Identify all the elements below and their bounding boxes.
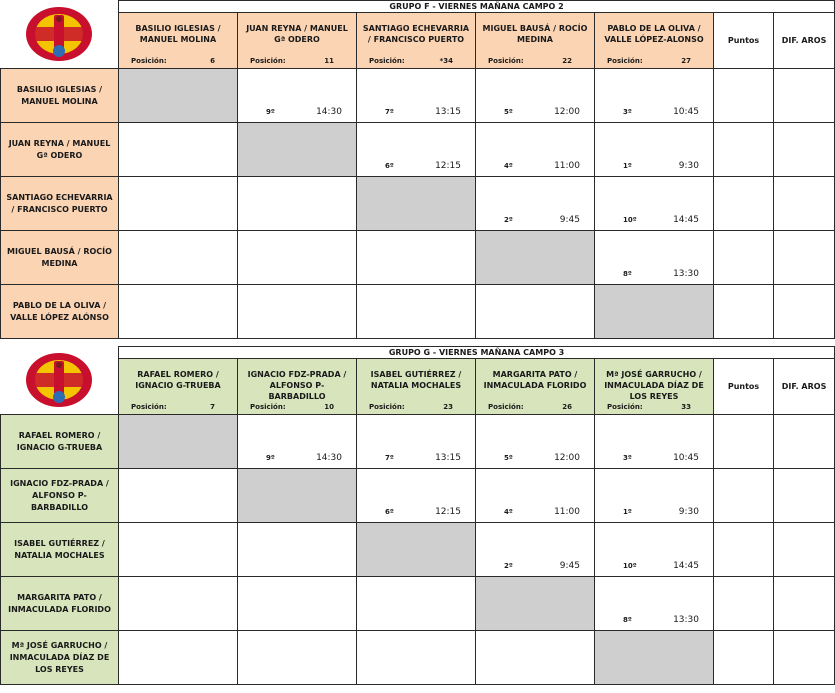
match-time: 9:45: [559, 215, 580, 225]
points-cell: [714, 523, 774, 577]
table-row: [1, 69, 835, 123]
points-cell: [714, 231, 774, 285]
match-order: 4º: [504, 162, 513, 170]
hoop-difference-cell: [774, 631, 835, 685]
match-cell: [595, 469, 714, 523]
points-header: Puntos: [714, 13, 774, 69]
points-cell: [714, 469, 774, 523]
points-cell: [714, 285, 774, 339]
match-time: 9:30: [678, 161, 699, 171]
position-label: Posición:: [250, 57, 286, 65]
table-row: [1, 123, 835, 177]
result-cell: [238, 523, 357, 577]
match-order: 5º: [504, 108, 513, 116]
team-header-4: [476, 359, 595, 415]
self-match-cell: [476, 577, 595, 631]
match-cell: [595, 231, 714, 285]
match-time: 13:30: [673, 615, 699, 625]
match-time: 14:30: [316, 453, 342, 463]
table-row: [1, 577, 835, 631]
match-order: 7º: [385, 108, 394, 116]
points-cell: [714, 631, 774, 685]
team-header-name: MIGUEL BAUSÁ / ROCÍO MEDINA: [482, 24, 588, 44]
result-cell: [119, 577, 238, 631]
position-label: Posición:: [488, 403, 524, 411]
hoop-difference-cell: [774, 231, 835, 285]
result-cell: [357, 631, 476, 685]
self-match-cell: [238, 469, 357, 523]
hoop-difference-cell: [774, 469, 835, 523]
position-value: 10: [324, 403, 334, 411]
row-team-label: ISABEL GUTIÉRREZ / NATALIA MOCHALES: [1, 523, 119, 577]
match-time: 14:45: [673, 561, 699, 571]
team-header-3: [357, 359, 476, 415]
match-time: 9:30: [678, 507, 699, 517]
match-order: 10º: [623, 216, 637, 224]
position-value: 11: [324, 57, 334, 65]
group-table: [0, 0, 835, 339]
match-order: 4º: [504, 508, 513, 516]
group-title: GRUPO G - VIERNES MAÑANA CAMPO 3: [119, 347, 835, 359]
table-row: [1, 177, 835, 231]
match-cell: [595, 69, 714, 123]
team-header-5: [595, 359, 714, 415]
match-cell: [357, 469, 476, 523]
match-cell: [595, 123, 714, 177]
match-order: 1º: [623, 508, 632, 516]
team-header-name: SANTIAGO ECHEVARRIA / FRANCISCO PUERTO: [362, 24, 470, 44]
position-label: Posición:: [369, 57, 405, 65]
result-cell: [119, 631, 238, 685]
match-cell: [238, 415, 357, 469]
federation-logo: [1, 347, 119, 415]
match-time: 12:00: [554, 453, 580, 463]
match-order: 2º: [504, 562, 513, 570]
table-row: [1, 631, 835, 685]
position-value: 33: [681, 403, 691, 411]
position-label: Posición:: [250, 403, 286, 411]
group-table: [0, 346, 835, 685]
position-label: Posición:: [607, 403, 643, 411]
team-header-name: BASILIO IGLESIAS / MANUEL MOLINA: [135, 24, 221, 44]
row-team-label: MIGUEL BAUSÁ / ROCÍO MEDINA: [1, 231, 119, 285]
hoop-difference-cell: [774, 123, 835, 177]
match-cell: [238, 69, 357, 123]
match-cell: [357, 415, 476, 469]
match-order: 6º: [385, 508, 394, 516]
group-title: GRUPO F - VIERNES MAÑANA CAMPO 2: [119, 1, 835, 13]
result-cell: [119, 523, 238, 577]
team-header-name: MARGARITA PATO / INMACULADA FLORIDO: [483, 370, 587, 390]
match-cell: [595, 415, 714, 469]
row-team-label: BASILIO IGLESIAS / MANUEL MOLINA: [1, 69, 119, 123]
match-cell: [595, 177, 714, 231]
match-time: 14:30: [316, 107, 342, 117]
position-label: Posición:: [607, 57, 643, 65]
self-match-cell: [238, 123, 357, 177]
result-cell: [357, 577, 476, 631]
points-cell: [714, 577, 774, 631]
row-team-label: PABLO DE LA OLIVA / VALLE LÓPEZ ALÓNSO: [1, 285, 119, 339]
match-time: 12:00: [554, 107, 580, 117]
match-order: 3º: [623, 108, 632, 116]
team-header-name: ISABEL GUTIÉRREZ / NATALIA MOCHALES: [370, 370, 462, 390]
match-cell: [476, 523, 595, 577]
match-cell: [476, 69, 595, 123]
match-time: 11:00: [554, 161, 580, 171]
team-header-3: [357, 13, 476, 69]
row-team-label: JUAN REYNA / MANUEL Gª ODERO: [1, 123, 119, 177]
table-row: [1, 285, 835, 339]
match-cell: [476, 177, 595, 231]
hoop-difference-cell: [774, 577, 835, 631]
position-label: Posición:: [131, 403, 167, 411]
hoop-difference-cell: [774, 415, 835, 469]
match-cell: [357, 123, 476, 177]
points-cell: [714, 415, 774, 469]
hoop-difference-cell: [774, 177, 835, 231]
self-match-cell: [595, 285, 714, 339]
result-cell: [119, 123, 238, 177]
self-match-cell: [476, 231, 595, 285]
team-header-2: [238, 13, 357, 69]
match-order: 8º: [623, 616, 632, 624]
match-cell: [357, 69, 476, 123]
hoop-difference-cell: [774, 69, 835, 123]
match-order: 7º: [385, 454, 394, 462]
team-header-name: JUAN REYNA / MANUEL Gª ODERO: [246, 24, 348, 44]
row-team-label: MARGARITA PATO / INMACULADA FLORIDO: [1, 577, 119, 631]
match-order: 10º: [623, 562, 637, 570]
match-time: 10:45: [673, 453, 699, 463]
position-value: 23: [443, 403, 453, 411]
points-cell: [714, 177, 774, 231]
result-cell: [476, 631, 595, 685]
table-row: [1, 415, 835, 469]
match-order: 5º: [504, 454, 513, 462]
position-value: 6: [210, 57, 215, 65]
match-order: 3º: [623, 454, 632, 462]
result-cell: [476, 285, 595, 339]
match-time: 10:45: [673, 107, 699, 117]
team-header-5: [595, 13, 714, 69]
match-time: 13:15: [435, 107, 461, 117]
self-match-cell: [357, 523, 476, 577]
match-time: 14:45: [673, 215, 699, 225]
self-match-cell: [119, 69, 238, 123]
self-match-cell: [357, 177, 476, 231]
row-team-label: IGNACIO FDZ-PRADA / ALFONSO P-BARBADILLO: [1, 469, 119, 523]
points-cell: [714, 69, 774, 123]
result-cell: [357, 285, 476, 339]
hoop-difference-header: DIF. AROS: [774, 359, 835, 415]
result-cell: [238, 577, 357, 631]
federation-logo: [1, 1, 119, 69]
result-cell: [238, 177, 357, 231]
match-cell: [595, 523, 714, 577]
match-time: 12:15: [435, 507, 461, 517]
match-order: 6º: [385, 162, 394, 170]
result-cell: [238, 285, 357, 339]
match-order: 8º: [623, 270, 632, 278]
team-header-1: [119, 13, 238, 69]
points-header: Puntos: [714, 359, 774, 415]
croquet-federation-emblem-icon: [24, 351, 94, 409]
row-team-label: RAFAEL ROMERO / IGNACIO G-TRUEBA: [1, 415, 119, 469]
team-header-1: [119, 359, 238, 415]
match-cell: [595, 577, 714, 631]
team-header-name: PABLO DE LA OLIVA / VALLE LÓPEZ-ALONSO: [604, 24, 704, 44]
result-cell: [238, 231, 357, 285]
team-header-name: Mª JOSÉ GARRUCHO / INMACULADA DÍAZ DE LOS REYES: [604, 370, 704, 401]
hoop-difference-cell: [774, 285, 835, 339]
match-time: 12:15: [435, 161, 461, 171]
row-team-label: Mª JOSÉ GARRUCHO / INMACULADA DÍAZ DE LOS REYES: [1, 631, 119, 685]
self-match-cell: [119, 415, 238, 469]
position-value: 22: [562, 57, 572, 65]
result-cell: [119, 469, 238, 523]
match-time: 9:45: [559, 561, 580, 571]
result-cell: [119, 285, 238, 339]
match-time: 13:15: [435, 453, 461, 463]
team-header-name: RAFAEL ROMERO / IGNACIO G-TRUEBA: [135, 370, 221, 390]
table-row: [1, 523, 835, 577]
match-cell: [476, 415, 595, 469]
result-cell: [119, 231, 238, 285]
position-label: Posición:: [131, 57, 167, 65]
points-cell: [714, 123, 774, 177]
table-row: [1, 231, 835, 285]
table-row: [1, 469, 835, 523]
match-cell: [476, 469, 595, 523]
match-order: 9º: [266, 454, 275, 462]
result-cell: [357, 231, 476, 285]
match-order: 1º: [623, 162, 632, 170]
result-cell: [119, 177, 238, 231]
match-cell: [476, 123, 595, 177]
match-time: 13:30: [673, 269, 699, 279]
team-header-4: [476, 13, 595, 69]
position-label: Posición:: [488, 57, 524, 65]
row-team-label: SANTIAGO ECHEVARRIA / FRANCISCO PUERTO: [1, 177, 119, 231]
position-value: 27: [681, 57, 691, 65]
position-value: *34: [439, 57, 453, 65]
hoop-difference-header: DIF. AROS: [774, 13, 835, 69]
croquet-federation-emblem-icon: [24, 5, 94, 63]
position-value: 7: [210, 403, 215, 411]
position-value: 26: [562, 403, 572, 411]
hoop-difference-cell: [774, 523, 835, 577]
match-order: 9º: [266, 108, 275, 116]
position-label: Posición:: [369, 403, 405, 411]
team-header-2: [238, 359, 357, 415]
self-match-cell: [595, 631, 714, 685]
team-header-name: IGNACIO FDZ-PRADA / ALFONSO P-BARBADILLO: [247, 370, 347, 401]
result-cell: [238, 631, 357, 685]
match-time: 11:00: [554, 507, 580, 517]
match-order: 2º: [504, 216, 513, 224]
